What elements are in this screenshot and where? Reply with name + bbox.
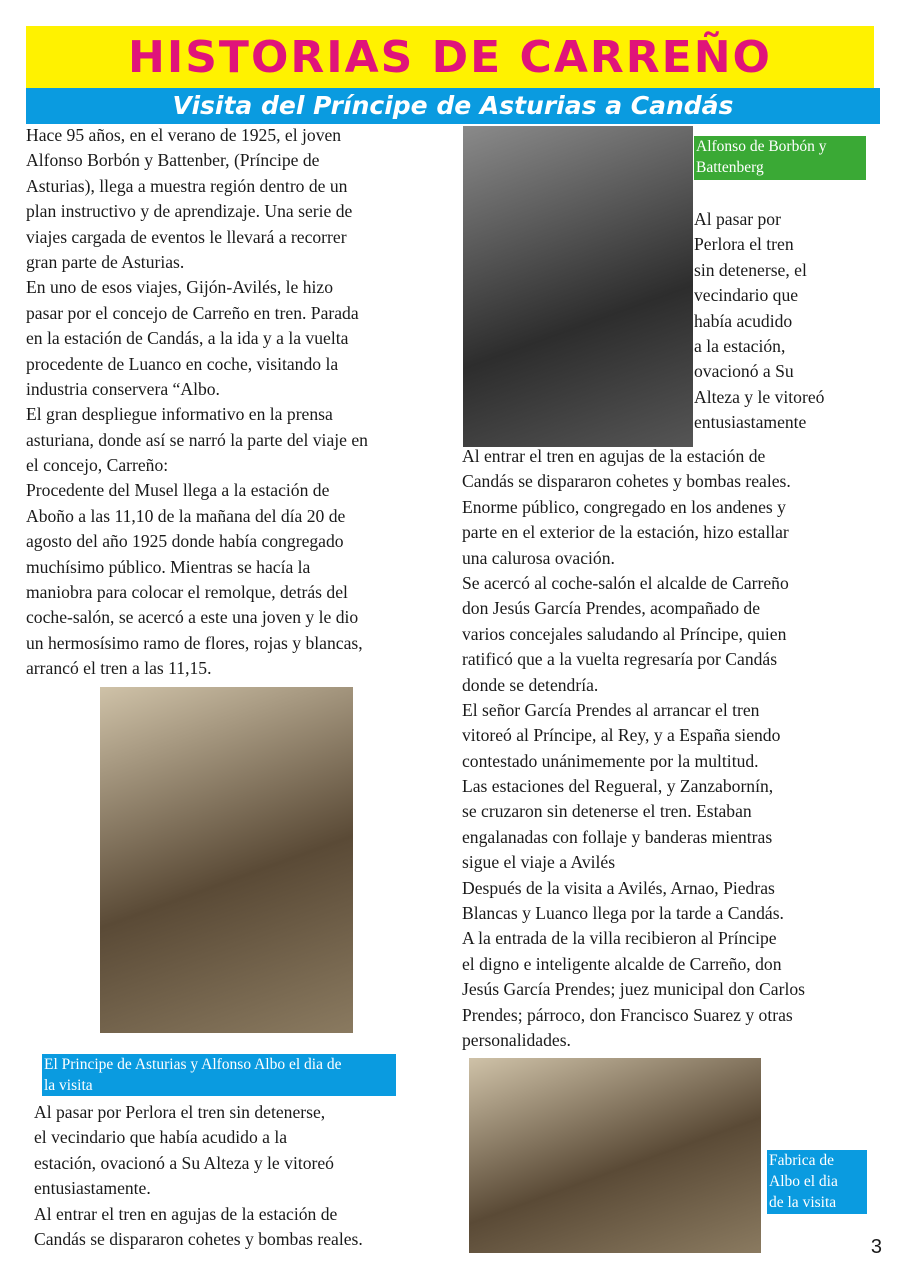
- text-line: de la visita: [769, 1194, 837, 1211]
- text-line: Candás se dispararon cohetes y bombas reales.: [34, 1228, 363, 1249]
- title-banner: [26, 26, 874, 90]
- text-line: ovacionó a Su: [694, 361, 794, 382]
- text-line: ratificó que a la vuelta regresaría por Candás: [462, 649, 778, 670]
- page-title: HISTORIAS DE CARREÑO: [128, 32, 772, 83]
- text-line: sin detenerse, el: [694, 259, 807, 280]
- text-line: Las estaciones del Regueral, y Zanzabornín,: [462, 776, 774, 797]
- text-line: Al pasar por: [694, 209, 781, 229]
- text-line: a la estación,: [694, 335, 786, 356]
- text-line: el concejo, Carreño:: [26, 455, 169, 476]
- text-line: El gran despliegue informativo en la prensa: [26, 404, 333, 425]
- text-line: Prendes; párroco, don Francisco Suarez y otras: [462, 1004, 793, 1025]
- text-line: Se acercó al coche-salón el alcalde de Carreño: [462, 572, 789, 593]
- text-line: contestado unánimemente por la multitud.: [462, 750, 759, 771]
- text-line: personalidades.: [462, 1029, 571, 1050]
- text-line: industria conservera “Albo.: [26, 378, 220, 399]
- text-line: A la entrada de la villa recibieron al Príncipe: [462, 928, 777, 949]
- text-line: Alfonso de Borbón y: [696, 138, 827, 155]
- bottom-left-text: [34, 1100, 363, 1252]
- text-line: El Principe de Asturias y Alfonso Albo el dia de: [44, 1056, 342, 1073]
- text-line: Asturias), llega a muestra región dentro de un: [26, 175, 348, 196]
- text-line: Fabrica de: [769, 1152, 834, 1169]
- photo-caption-factory: [767, 1150, 867, 1214]
- text-line: asturiana, donde así se narró la parte del viaje en: [26, 429, 368, 450]
- text-line: Albo el dia: [769, 1173, 838, 1190]
- text-line: entusiastamente.: [34, 1178, 151, 1199]
- text-line: Aboño a las 11,10 de la mañana del día 20 de: [26, 505, 346, 526]
- text-line: don Jesús García Prendes, acompañado de: [462, 598, 761, 619]
- photo-caption-prince: [694, 136, 866, 180]
- text-line: engalanadas con follaje y banderas mientras: [462, 826, 773, 847]
- text-line: Perlora el tren: [694, 234, 794, 255]
- text-line: un hermosísimo ramo de flores, rojas y blancas,: [26, 632, 363, 653]
- text-line: Alteza y le vitoreó: [694, 386, 825, 407]
- photo-albo-factory: [469, 1058, 761, 1253]
- photo-prince-portrait: [463, 126, 693, 447]
- text-line: el vecindario que había acudido a la: [34, 1127, 288, 1148]
- photo-prince-and-albo: [100, 687, 353, 1033]
- text-line: procedente de Luanco en coche, visitando la: [26, 353, 339, 374]
- text-line: estación, ovacionó a Su Alteza y le vitoreó: [34, 1152, 334, 1173]
- text-line: vitoreó al Príncipe, al Rey, y a España siendo: [462, 725, 781, 746]
- beside-photo-text: [694, 207, 824, 436]
- text-line: donde se detendría.: [462, 674, 599, 695]
- text-line: Después de la visita a Avilés, Arnao, Piedras: [462, 877, 775, 898]
- text-line: arrancó el tren a las 11,15.: [26, 658, 212, 679]
- text-line: vecindario que: [694, 285, 799, 306]
- left-column-text: [26, 123, 368, 682]
- page-number: 3: [870, 1236, 882, 1258]
- subtitle-banner: [26, 88, 880, 124]
- text-line: una calurosa ovación.: [462, 547, 615, 568]
- text-line: Hace 95 años, en el verano de 1925, el joven: [26, 125, 342, 145]
- text-line: maniobra para colocar el remolque, detrás del: [26, 582, 348, 603]
- text-line: había acudido: [694, 310, 793, 331]
- text-line: viajes cargada de eventos le llevará a recorrer: [26, 226, 347, 247]
- text-line: parte en el exterior de la estación, hizo estallar: [462, 522, 789, 543]
- text-line: pasar por el concejo de Carreño en tren. Parada: [26, 302, 359, 323]
- text-line: Candás se dispararon cohetes y bombas reales.: [462, 471, 791, 492]
- text-line: El señor García Prendes al arrancar el tren: [462, 699, 760, 720]
- text-line: En uno de esos viajes, Gijón-Avilés, le hizo: [26, 277, 334, 298]
- text-line: Battenberg: [696, 159, 764, 176]
- text-line: Al pasar por Perlora el tren sin detenerse,: [34, 1102, 326, 1122]
- text-line: Alfonso Borbón y Battenber, (Príncipe de: [26, 150, 320, 171]
- article-title: Visita del Príncipe de Asturias a Candás: [172, 91, 734, 120]
- text-line: Jesús García Prendes; juez municipal don Carlos: [462, 979, 805, 1000]
- text-line: gran parte de Asturias.: [26, 251, 185, 272]
- text-line: el digno e inteligente alcalde de Carreño, don: [462, 953, 782, 974]
- text-line: la visita: [44, 1077, 93, 1094]
- text-line: sigue el viaje a Avilés: [462, 852, 616, 873]
- text-line: Blancas y Luanco llega por la tarde a Candás.: [462, 903, 784, 924]
- text-line: en la estación de Candás, a la ida y a la vuelta: [26, 328, 349, 349]
- text-line: se cruzaron sin detenerse el tren. Estaban: [462, 801, 752, 822]
- text-line: coche-salón, se acercó a este una joven y le dio: [26, 607, 359, 628]
- text-line: entusiastamente: [694, 412, 807, 433]
- text-line: Al entrar el tren en agujas de la estación de: [462, 446, 766, 466]
- text-line: Enorme público, congregado en los andenes y: [462, 496, 786, 517]
- text-line: Procedente del Musel llega a la estación de: [26, 480, 330, 501]
- right-column-text: [462, 444, 805, 1053]
- text-line: varios concejales saludando al Príncipe, quien: [462, 623, 787, 644]
- text-line: Al entrar el tren en agujas de la estación de: [34, 1203, 338, 1224]
- photo-caption-visit: [42, 1054, 396, 1096]
- text-line: muchísimo público. Mientras se hacía la: [26, 556, 311, 577]
- text-line: plan instructivo y de aprendizaje. Una serie de: [26, 201, 353, 222]
- text-line: agosto del año 1925 donde había congregado: [26, 531, 344, 552]
